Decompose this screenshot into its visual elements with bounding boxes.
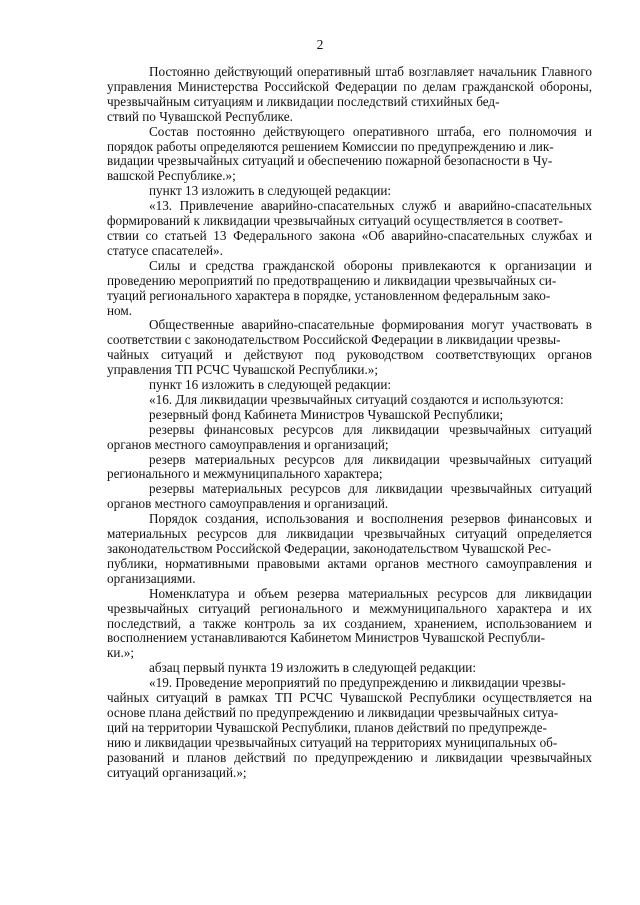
paragraph-2: Состав постоянно действующего оперативного штаба, его полномочия и порядок работы определяются решением Комиссии по предупреждению и лик- видации чрезвычайных ситуаций и обеспечению пожарной безопасности в Чу- вашской Республике.»; [107, 123, 592, 184]
paragraph-1: Постоянно действующий оперативный штаб возглавляет начальник Главного управления Министерства Российской Федерации по делам гражданской обороны, чрезвычайным ситуациям и ликвидации последствий стихийных бед- ствий по Чувашской Республике. [107, 64, 592, 124]
document-body [107, 65, 592, 781]
paragraph-15: абзац первый пункта 19 изложить в следующей редакции: [149, 660, 477, 676]
paragraph-16: «19. Проведение мероприятий по предупреждению и ликвидации чрезвы- чайных ситуаций в рамках ТП РСЧС Чувашской Республики осуществляется на основе плана действий по предупреждению и ликвидации чрезвычайных ситуа- ций на территории Чувашской Республики, планов действий по предупрежде- нию и ликвидации чрезвычайных ситуаций на территориях муниципальных об- разований и планов действий по предупреждению и ликвидации чрезвычайных ситуаций организаций.»; [107, 675, 592, 780]
paragraph-8: «16. Для ликвидации чрезвычайных ситуаций создаются и используются: [149, 391, 564, 407]
paragraph-13: Порядок создания, использования и восполнения резервов финансовых и материальных ресурсов для ликвидации чрезвычайных ситуаций определяется законодательством Российской Федерации, законодательством Чувашской Рес- публики, нормативными правовыми актами органов местного самоуправления и организациями. [107, 511, 592, 586]
paragraph-3: пункт 13 изложить в следующей редакции: [149, 183, 392, 199]
paragraph-12: резервы материальных ресурсов для ликвидации чрезвычайных ситуаций органов местного самоуправления и организаций. [107, 481, 592, 512]
paragraph-10: резервы финансовых ресурсов для ликвидации чрезвычайных ситуаций органов местного самоуправления и организаций; [107, 421, 592, 452]
paragraph-7: пункт 16 изложить в следующей редакции: [149, 377, 392, 393]
paragraph-4: «13. Привлечение аварийно-спасательных служб и аварийно-спасательных формирований к ликвидации чрезвычайных ситуаций осуществляется в соответ- ствии со статьей 13 Федерального закона «Об аварийно-спасательных службах и статусе спасателей». [107, 198, 592, 258]
paragraph-5: Силы и средства гражданской обороны привлекаются к организации и проведению мероприятий по предотвращению и ликвидации чрезвычайных си- туаций регионального характера в порядке, установленном федеральным зако- ном. [107, 257, 592, 318]
paragraph-14: Номенклатура и объем резерва материальных ресурсов для ликвидации чрезвычайных ситуаций регионального и межмуниципального характера и их последствий, а также контроль за их созданием, хранением, использованием и восполнением устанавливаются Кабинетом Министров Чувашской Республи- ки.»; [107, 585, 592, 661]
paragraph-6: Общественные аварийно-спасательные формирования могут участвовать в соответствии с законодательством Российской Федерации в ликвидации чрезвы- чайных ситуаций и действуют под руководством соответствующих органов управления ТП РСЧС Чувашской Республики.»; [107, 317, 592, 378]
paragraph-9: резервный фонд Кабинета Министров Чувашской Республики; [149, 406, 504, 422]
paragraph-11: резерв материальных ресурсов для ликвидации чрезвычайных ситуаций регионального и межмуниципального характера; [107, 451, 592, 482]
page-number: 2 [316, 37, 324, 52]
